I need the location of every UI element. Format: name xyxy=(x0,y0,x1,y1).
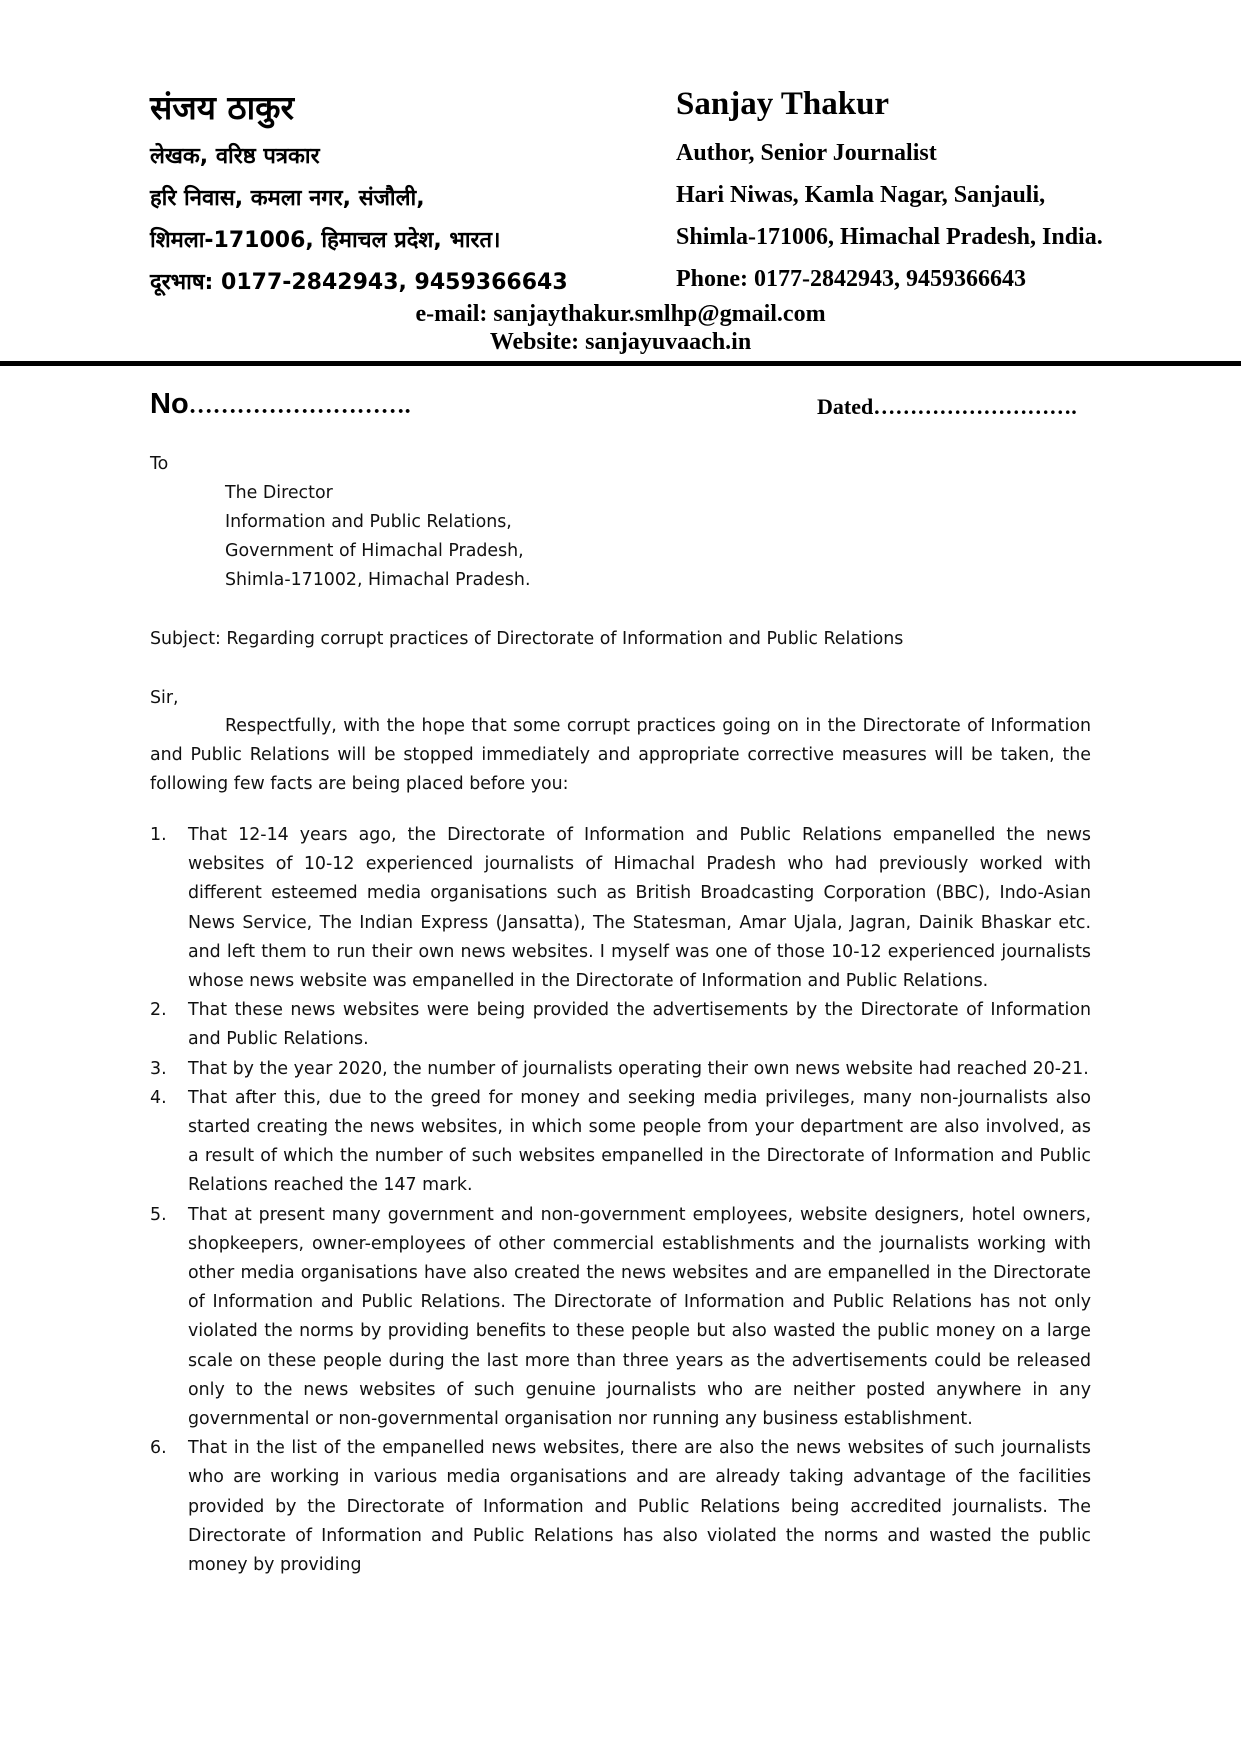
list-item xyxy=(150,996,1091,1054)
list-item-number: 3. xyxy=(150,1058,167,1079)
letterhead-divider xyxy=(0,361,1241,366)
list-item xyxy=(150,1084,1091,1201)
english-address-line-1: Hari Niwas, Kamla Nagar, Sanjauli, xyxy=(676,182,1046,208)
subject-line: Subject: Regarding corrupt practices of Directorate of Information and Public Relations xyxy=(150,629,904,649)
reference-date: Dated………………………. xyxy=(817,394,1077,419)
hindi-name: संजय ठाकुर xyxy=(150,88,294,127)
list-item xyxy=(150,821,1091,996)
list-item-number: 5. xyxy=(150,1204,167,1225)
reference-number-dots: ………………………. xyxy=(188,393,411,419)
salutation: Sir, xyxy=(150,688,179,708)
list-item xyxy=(150,1055,1091,1084)
english-phone: Phone: 0177-2842943, 9459366643 xyxy=(676,266,1026,292)
reference-number xyxy=(150,388,411,421)
list-item-number: 4. xyxy=(150,1087,167,1108)
points-list xyxy=(150,821,1091,1580)
list-item-text: That at present many government and non-government employees, website designers, hotel owners, shopkeepers, owner-employees of other commercial establishments and the journalists working with other media organisations have also created the news websites and are empanelled in the Directorate of Information and Public Relations. The Directorate of Information and Public Relations has not only violated the norms by providing benefits to these people but also wasted the public money on a large scale on these people during the last more than three years as the advertisements could be released only to the news websites of such genuine journalists who are neither posted anywhere in any governmental or non-governmental organisation nor running any business establishment. xyxy=(188,1204,1091,1430)
recipient-line-3: Government of Himachal Pradesh, xyxy=(225,541,524,561)
list-item-text: That after this, due to the greed for money and seeking media privileges, many non-journalists also started creating the news websites, in which some people from your department are also involved, as a result of which the number of such websites empanelled in the Directorate of Information and Public Relations reached the 147 mark. xyxy=(188,1087,1091,1196)
list-item xyxy=(150,1201,1091,1435)
email: e-mail: sanjaythakur.smlhp@gmail.com xyxy=(415,301,826,327)
list-item-number: 1. xyxy=(150,825,167,845)
to-label: To xyxy=(150,454,169,474)
recipient-line-2: Information and Public Relations, xyxy=(225,512,512,532)
website: Website: sanjayuvaach.in xyxy=(489,329,752,355)
hindi-address-line-2: शिमला-171006, हिमाचल प्रदेश, भारत। xyxy=(150,228,501,253)
hindi-address-line-1: हरि निवास, कमला नगर, संजौली, xyxy=(150,186,425,211)
intro-paragraph: Respectfully, with the hope that some corrupt practices going on in the Directorate of Information and Public Relations will be stopped immediately and appropriate corrective measures will be taken, the following few facts are being placed before you: xyxy=(150,716,1091,795)
reference-number-label: No xyxy=(150,388,189,420)
hindi-phone: दूरभाष: 0177-2842943, 9459366643 xyxy=(150,270,568,295)
english-name: Sanjay Thakur xyxy=(676,86,890,122)
list-item-text: That in the list of the empanelled news websites, there are also the news websites of such journalists who are working in various media organisations and are already taking advantage of the facilities provided by the Directorate of Information and Public Relations being accredited journalists. The Directorate of Information and Public Relations has also violated the norms and wasted the public money by providing xyxy=(188,1438,1091,1576)
list-item-number: 6. xyxy=(150,1438,167,1459)
english-address-line-2: Shimla-171006, Himachal Pradesh, India. xyxy=(676,224,1103,250)
hindi-title: लेखक, वरिष्ठ पत्रकार xyxy=(150,144,320,169)
list-item-text: That 12-14 years ago, the Directorate of Information and Public Relations empanelled the news websites of 10-12 experienced journalists of Himachal Pradesh who had previously worked with different esteemed media organisations such as British Broadcasting Corporation (BBC), Indo-Asian News Service, The Indian Express (Jansatta), The Statesman, Amar Ujala, Jagran, Dainik Bhaskar etc. and left them to run their own news websites. I myself was one of those 10-12 experienced journalists whose news website was empanelled in the Directorate of Information and Public Relations. xyxy=(188,825,1091,992)
list-item-number: 2. xyxy=(150,1000,167,1021)
recipient-line-1: The Director xyxy=(225,483,333,503)
list-item-text: That these news websites were being provided the advertisements by the Directorate of Information and Public Relations. xyxy=(188,1000,1091,1050)
recipient-line-4: Shimla-171002, Himachal Pradesh. xyxy=(225,570,531,590)
list-item-text: That by the year 2020, the number of journalists operating their own news website had reached 20-21. xyxy=(188,1058,1089,1079)
english-title: Author, Senior Journalist xyxy=(676,140,937,166)
list-item xyxy=(150,1434,1091,1580)
